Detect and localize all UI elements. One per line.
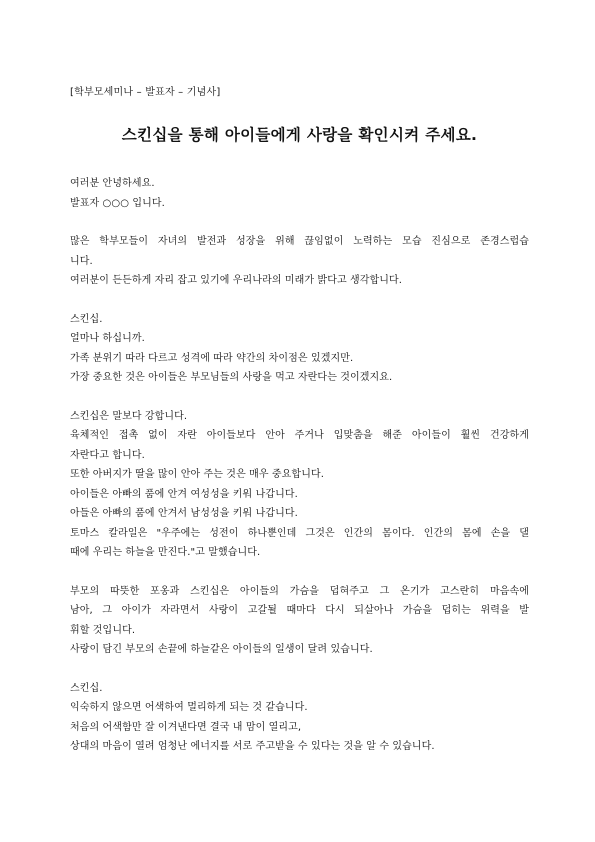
text-line: 아이들은 아빠의 품에 안겨 여성성을 키워 나갑니다. — [70, 488, 298, 500]
document-title: 스킨십을 통해 아이들에게 사랑을 확인시켜 주세요. — [121, 126, 478, 144]
text-line: 상대의 마음이 열려 엄청난 에너지를 서로 주고받을 수 있다는 것을 알 수 있습니다. — [70, 741, 435, 752]
paragraph-skinship-question — [70, 310, 529, 388]
text-line: 부모의 따뜻한 포옹과 스킨십은 아이들의 가슴을 덥혀주고 그 온기가 고스란히 마음속에 — [70, 585, 529, 597]
text-line: 처음의 어색함만 잘 이겨낸다면 결국 내 맘이 열리고, — [70, 721, 302, 733]
paragraph-warm-hug — [70, 582, 529, 660]
text-line: 자란다고 합니다. — [70, 449, 145, 461]
text-line: 스킨십. — [70, 313, 103, 325]
document-header: [학부모세미나 – 발표자 – 기념사] — [70, 87, 221, 98]
text-line: 아들은 아빠의 품에 안겨서 남성성을 키워 나갑니다. — [70, 508, 298, 519]
text-line: 익숙하지 않으면 어색하여 멀리하게 되는 것 같습니다. — [70, 702, 308, 713]
text-line: 휘할 것입니다. — [70, 624, 136, 636]
text-line: 가장 중요한 것은 아이들은 부모님들의 사랑을 먹고 자란다는 것이겠지요. — [70, 372, 393, 383]
text-line: 스킨십은 말보다 강합니다. — [70, 410, 188, 422]
text-line: 토마스 칼라일은 "우주에는 성전이 하나뿐인데 그것은 인간의 몸이다. 인간의 몸에 손을 댈 — [70, 527, 529, 539]
paragraph-respect — [70, 232, 529, 291]
paragraph-closing — [70, 679, 529, 757]
text-line: 가족 분위기 따라 다르고 성격에 따라 약간의 차이점은 있겠지만. — [70, 352, 354, 364]
text-line: 때에 우리는 하늘을 만진다."고 말했습니다. — [70, 547, 261, 558]
text-line: 스킨십. — [70, 682, 103, 694]
text-line: 많은 학부모들이 자녀의 발전과 성장을 위해 끊임없이 노력하는 모습 진심으로 존경스럽습 — [70, 236, 530, 247]
text-line: 얼마나 하십니까. — [70, 333, 145, 344]
text-line: 남아, 그 아이가 자라면서 사랑이 고갈될 때마다 다시 되살아나 가슴을 덥히는 위력을 발 — [70, 605, 529, 616]
paragraph-skinship-strength — [70, 407, 529, 563]
text-line: 여러분이 든든하게 자리 잡고 있기에 우리나라의 미래가 밝다고 생각합니다. — [70, 275, 403, 286]
text-line: 육체적인 접촉 없이 자란 아이들보다 안아 주거나 입맞춤을 해준 아이들이 훨씬 건강하게 — [70, 430, 529, 441]
text-line: 또한 아버지가 딸을 많이 안아 주는 것은 매우 중요합니다. — [70, 469, 324, 480]
paragraph-greeting — [70, 174, 529, 213]
text-line: 니다. — [70, 255, 93, 267]
text-line: 발표자 ○○○ 입니다. — [70, 197, 165, 209]
text-line: 여러분 안녕하세요. — [70, 178, 155, 189]
text-line: 사랑이 담긴 부모의 손끝에 하늘같은 아이들의 일생이 달려 있습니다. — [70, 644, 373, 655]
